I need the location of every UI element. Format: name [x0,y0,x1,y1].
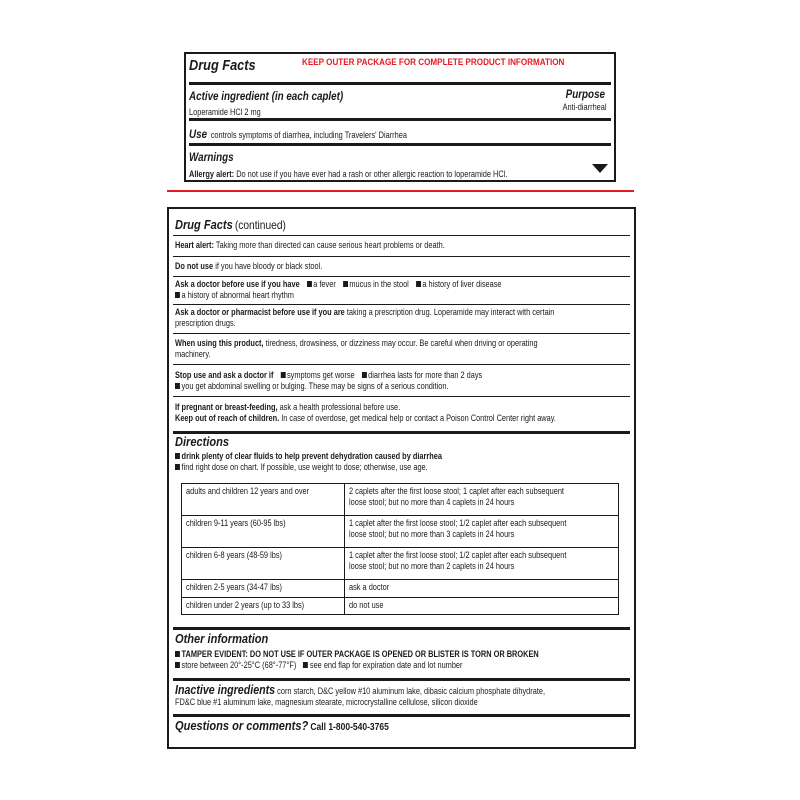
divider [173,364,630,365]
keep-outer-package-note: KEEP OUTER PACKAGE FOR COMPLETE PRODUCT INFORMATION [302,57,565,67]
use-heading: Use [189,127,208,141]
drug-facts-title: Drug Facts [189,57,256,74]
red-divider-line [167,190,634,192]
square-bullet-icon [175,453,180,459]
square-bullet-icon [416,281,421,287]
square-bullet-icon [280,372,285,378]
questions-row [175,720,628,733]
divider-thick [189,82,611,85]
stop-use-item: you get abdominal swelling or bulging. These may be signs of a serious condition. [181,381,449,391]
ask-pharmacist-label: Ask a doctor or pharmacist before use if you are [175,307,345,317]
square-bullet-icon [175,651,180,657]
warnings-heading: Warnings [189,150,234,164]
dose-amount-cell: do not use [344,598,618,615]
ask-doctor-item: a history of abnormal heart rhythm [181,290,294,300]
questions-phone: Call 1-800-540-3765 [310,722,389,733]
directions-heading-row [175,436,628,449]
directions-heading: Directions [175,434,230,449]
continued-suffix: (continued) [234,218,286,232]
other-info-heading: Other information [175,631,269,646]
pregnant-text: ask a health professional before use. [279,402,401,412]
ask-doctor-item: a history of liver disease [422,279,502,289]
ask-doctor-row [175,279,628,301]
dose-age-cell: children 9-11 years (60-95 lbs) [182,516,345,548]
divider-thick [173,431,630,434]
when-using-text-2: machinery. [175,349,211,359]
heart-alert-label: Heart alert: [175,240,214,250]
stop-use-item: diarrhea lasts for more than 2 days [368,370,483,380]
divider-thick [173,714,630,717]
square-bullet-icon [307,281,312,287]
when-using-text: tiredness, drowsiness, or dizziness may occur. Be careful when driving or operating [265,338,538,348]
purpose-value: Anti-diarrheal [563,102,607,112]
warnings-row [189,148,611,162]
ask-pharmacist-row [175,307,628,329]
divider [173,276,630,277]
dose-age-cell: children 2-5 years (34-47 lbs) [182,580,345,598]
continued-title-row [175,219,628,232]
pregnant-label: If pregnant or breast-feeding, [175,402,278,412]
keep-out-label: Keep out of reach of children. [175,413,280,423]
divider [173,396,630,397]
dose-amount-cell: ask a doctor [344,580,618,598]
square-bullet-icon [175,464,180,470]
ask-doctor-label: Ask a doctor before use if you have [175,279,300,289]
dosage-table [181,483,619,615]
heart-alert-text: Taking more than directed can cause serious heart problems or death. [215,240,445,250]
when-using-label: When using this product, [175,338,264,348]
use-row [189,125,611,141]
heart-alert-row [175,240,628,251]
dose-age-cell: adults and children 12 years and over [182,484,345,516]
pregnant-row [175,402,628,424]
tamper-evident-text: TAMPER EVIDENT: DO NOT USE IF OUTER PACKAGE IS OPENED OR BLISTER IS TORN OR BROKEN [181,649,539,659]
stop-use-label: Stop use and ask a doctor if [175,370,274,380]
square-bullet-icon [303,662,308,668]
active-ingredient-heading: Active ingredient (in each caplet) [189,89,344,103]
divider [173,304,630,305]
drug-facts-top-panel [184,52,614,180]
divider [173,235,630,236]
directions-item-dose: find right dose on chart. If possible, use weight to dose; otherwise, use age. [181,462,428,472]
table-row [182,598,619,615]
dose-age-cell: children 6-8 years (48-59 lbs) [182,548,345,580]
ask-doctor-item: mucus in the stool [349,279,409,289]
inactive-ingredients-text-2: FD&C blue #1 aluminum lake, magnesium stearate, microcrystalline cellulose, silicon dioxide [175,697,478,707]
stop-use-item: symptoms get worse [286,370,355,380]
do-not-use-row [175,261,628,272]
other-info-items [175,649,628,671]
active-value-row [189,102,611,117]
active-heading-row [189,87,611,101]
do-not-use-text: if you have bloody or black stool. [215,261,323,271]
divider [173,256,630,257]
dose-age-cell: children under 2 years (up to 33 lbs) [182,598,345,615]
dose-amount-cell: 1 caplet after the first loose stool; 1/2 caplet after each subsequent loose stool; but no more than 2 caplets in 24 hours [344,548,618,580]
square-bullet-icon [362,372,367,378]
table-row [182,516,619,548]
square-bullet-icon [175,662,180,668]
inactive-ingredients-text: corn starch, D&C yellow #10 aluminum lake, dibasic calcium phosphate dihydrate, [277,686,546,696]
dose-amount-cell: 2 caplets after the first loose stool; 1 caplet after each subsequent loose stool; but no more than 4 caplets in 24 hours [344,484,618,516]
stop-use-row [175,370,628,392]
when-using-row [175,338,628,360]
drug-facts-continued-panel [167,207,636,749]
end-flap-text: see end flap for expiration date and lot number [309,660,463,670]
table-row [182,484,619,516]
allergy-row [189,164,611,179]
divider [173,333,630,334]
do-not-use-label: Do not use [175,261,214,271]
divider-thick [173,678,630,681]
divider-thick [189,143,611,146]
triangle-down-icon [592,164,608,173]
storage-text: store between 20°-25°C (68°-77°F) [181,660,297,670]
ask-doctor-item: a fever [313,279,336,289]
continued-title: Drug Facts [175,217,233,232]
questions-heading: Questions or comments? [175,718,309,733]
square-bullet-icon [343,281,348,287]
ask-pharmacist-text-2: prescription drugs. [175,318,236,328]
allergy-text: Do not use if you have ever had a rash or other allergic reaction to loperamide HCl. [236,169,508,179]
divider-thick [173,627,630,630]
directions-items [175,451,628,473]
active-ingredient-value: Loperamide HCl 2 mg [189,107,261,117]
square-bullet-icon [175,292,180,298]
top-panel-border [184,52,616,182]
divider-thick [189,118,611,121]
purpose-heading: Purpose [565,87,605,101]
other-info-heading-row [175,633,628,646]
use-text: controls symptoms of diarrhea, including Travelers' Diarrhea [210,130,407,140]
allergy-label: Allergy alert: [189,169,235,179]
dose-amount-cell: 1 caplet after the first loose stool; 1/2 caplet after each subsequent loose stool; but no more than 3 caplets in 24 hours [344,516,618,548]
square-bullet-icon [175,383,180,389]
inactive-ingredients-heading: Inactive ingredients [175,682,276,697]
ask-pharmacist-text: taking a prescription drug. Loperamide may interact with certain [346,307,555,317]
table-row [182,580,619,598]
inactive-ingredients-row [175,684,628,708]
keep-out-text: In case of overdose, get medical help or contact a Poison Control Center right away. [281,413,556,423]
directions-item-fluids: drink plenty of clear fluids to help prevent dehydration caused by diarrhea [181,451,442,461]
table-row [182,548,619,580]
